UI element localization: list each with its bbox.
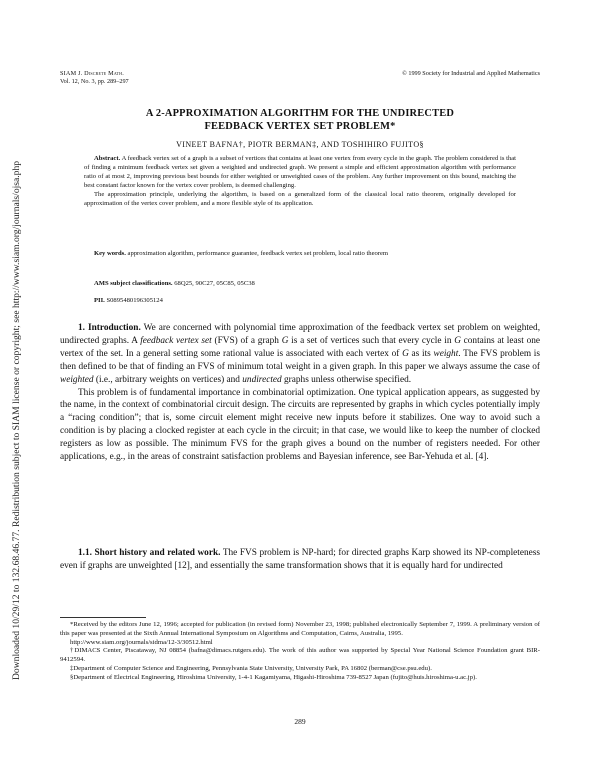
abstract-paragraph-2: The approximation principle, underlying the algorithm, is based on a generalized form of the classical local ratio theorem, originally developed for approximation of the vertex cover problem, and a more flexible style of its application.	[84, 190, 516, 207]
section-short-history	[60, 547, 540, 573]
intro-text-d: contains at least one vertex of the set. In a general setting some rational value is associated with each vertex of	[60, 335, 540, 359]
history-heading: 1.1. Short history and related work.	[78, 548, 221, 558]
intro-text-c: is a set of vertices such that every cycle in	[288, 335, 455, 346]
download-watermark	[4, 120, 22, 680]
pii	[84, 297, 516, 306]
intro-text-a: We are concerned with polynomial time approximation of the feedback vertex set problem on weighted, undirected graphs. A	[60, 323, 541, 346]
footnote-fujito: §Department of Electrical Engineering, Hiroshima University, 1-4-1 Kagamiyama, Higashi-Hiroshima 739-8527 Japan (fujito@huis.hiroshima-u.ac.jp).	[70, 673, 477, 681]
journal-name: SIAM J. Discrete Math.	[60, 70, 124, 77]
paper-title-line-2: FEEDBACK VERTEX SET PROBLEM*	[204, 120, 396, 132]
footnote-received: *Received by the editors June 12, 1996; accepted for publication (in revised form) November 23, 1998; published electronically September 7, 1999. A preliminary version of this paper was presented at the Sixth Annual International Symposium on Algorithms and Computation, Cairns, Australia, 1995.	[60, 621, 540, 637]
intro-text-g: (i.e., arbitrary weights on vertices) and	[93, 374, 243, 385]
footnote-url: http://www.siam.org/journals/sidma/12-3/30512.html	[70, 638, 213, 646]
term-undirected: undirected	[242, 374, 282, 385]
pii-text: S0895480196305124	[106, 297, 163, 304]
paper-title-line-1: A 2-APPROXIMATION ALGORITHM FOR THE UNDIRECTED	[145, 108, 455, 119]
keywords-heading: Key words.	[94, 250, 126, 257]
ams-text: 68Q25, 90C27, 05C85, 05C38	[174, 280, 255, 287]
intro-paragraph-1	[60, 322, 540, 387]
intro-paragraph-2: This problem is of fundamental importance in combinatorial optimization. One typical application appears, as suggested by the name, in the context of combinatorial circuit design. The circuits are represented by graphs in which cycles potentially imply a “racing condition”; that is, some circuit element might receive new inputs before it stabilizes. One way to avoid such a condition is by placing a clocked register at each cycle in the circuit; in that case, we would like to keep the number of clocked registers as low as possible. The minimum FVS for the graph gives a bound on the number of registers needed. For other applications, e.g., in the areas of constraint satisfaction problems and Bayesian inference, see Bar-Yehuda et al. [4].	[60, 387, 540, 463]
abstract	[84, 155, 516, 208]
pii-heading: PII.	[94, 297, 105, 304]
ams-classification	[84, 280, 516, 289]
math-G: G	[281, 335, 289, 346]
intro-text-f: . The FVS problem is then defined to be that of finding an FVS of minimum total weight in a given graph. In this paper we always assume the case of	[60, 348, 540, 372]
ams-paragraph	[84, 280, 516, 289]
footnote-divider	[60, 617, 146, 618]
term-weighted: weighted	[60, 374, 94, 385]
history-paragraph	[60, 547, 540, 573]
ams-heading: AMS subject classifications.	[94, 280, 173, 287]
download-watermark-text: Downloaded 10/29/12 to 132.68.46.77. Redistribution subject to SIAM license or copyright; see http://www.siam.org/journals/ojsa.php	[11, 160, 22, 680]
history-text: The FVS problem is NP-hard; for directed graphs Karp showed its NP-completeness even if graphs are unweighted [12], and essentially the same transformation shows that it is equally hard for undirected	[60, 548, 541, 571]
author-list: VINEET BAFNA†, PIOTR BERMAN‡, AND TOSHIHIRO FUJITO§	[176, 140, 424, 149]
abstract-heading: Abstract.	[94, 155, 121, 162]
term-weight: weight	[433, 348, 459, 359]
footnote-bafna: †DIMACS Center, Piscataway, NJ 08854 (bafna@dimacs.rutgers.edu). The work of this author was supported by Special Year National Science Foundation grant BIR-9412594.	[60, 647, 540, 664]
copyright-notice: © 1999 Society for Industrial and Applied Mathematics	[402, 70, 540, 77]
journal-info	[60, 70, 129, 86]
journal-volume: Vol. 12, No. 3, pp. 289–297	[60, 78, 129, 85]
keywords-paragraph	[84, 250, 516, 259]
abstract-paragraph-1	[84, 155, 516, 191]
keywords	[84, 250, 516, 259]
footnote-berman: ‡Department of Computer Science and Engineering, Pennsylvania State University, University Park, PA 16802 (berman@cse.psu.edu).	[70, 664, 432, 672]
math-G: G	[402, 348, 409, 359]
paper-title	[60, 108, 540, 133]
intro-heading: 1. Introduction.	[78, 323, 141, 333]
page-number: 289	[294, 717, 306, 726]
footnotes	[60, 621, 540, 683]
term-feedback-vertex-set: feedback vertex set	[140, 335, 212, 346]
abstract-text-1: A feedback vertex set of a graph is a subset of vertices that contains at least one vertex from every cycle in the graph. The problem considered is that of finding a minimum feedback vertex set given a weighted and undirected graph. We present a simple and efficient approximation algorithm with performance ratio of at most 2, improving previous best bounds for either weighted or unweighted cases of the problem. Any further improvement on this bound, matching the best constant factor known for the vertex cover problem, is deemed challenging.	[84, 155, 516, 189]
section-introduction	[60, 322, 540, 464]
intro-text-e: as its	[408, 348, 434, 359]
intro-text-h: graphs unless otherwise specified.	[281, 374, 412, 385]
keywords-text: approximation algorithm, performance guarantee, feedback vertex set problem, local ratio theorem	[127, 250, 389, 257]
math-G: G	[454, 335, 461, 346]
pii-paragraph	[84, 297, 516, 306]
intro-text-b: (FVS) of a graph	[211, 335, 282, 346]
